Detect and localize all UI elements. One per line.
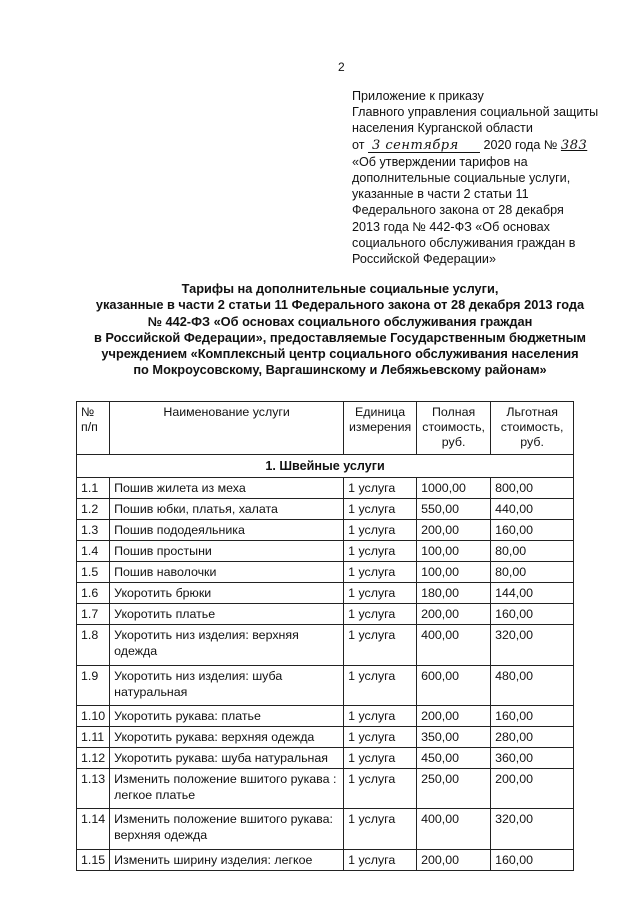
cell-unit: 1 услуга [344, 478, 417, 499]
cell-name: Изменить ширину изделия: легкое [110, 850, 344, 871]
cell-discount: 80,00 [491, 562, 574, 583]
handwritten-order-number: 383 [560, 137, 588, 153]
cell-name: Укоротить рукава: верхняя одежда [110, 727, 344, 748]
appendix-line: Главного управления социальной защиты [352, 105, 599, 120]
document-title [60, 281, 620, 379]
cell-unit: 1 услуга [344, 541, 417, 562]
table-row [77, 520, 574, 541]
date-suffix: 2020 года № [483, 137, 558, 152]
header-text: Наименование услуги [163, 405, 290, 419]
cell-num: 1.8 [77, 625, 110, 666]
cell-name: Укоротить брюки [110, 583, 344, 604]
header-text: п/п [81, 420, 98, 434]
header-text: Полная [432, 405, 476, 419]
cell-name-line: Укоротить низ изделия: шуба [114, 669, 283, 683]
header-text: стоимость, [422, 420, 485, 434]
cell-discount: 160,00 [491, 706, 574, 727]
cell-name-line: Изменить положение вшитого рукава: [114, 812, 333, 826]
cell-num: 1.6 [77, 583, 110, 604]
cell-unit: 1 услуга [344, 562, 417, 583]
cell-full: 180,00 [417, 583, 491, 604]
cell-name-line: натуральная [114, 685, 188, 699]
appendix-header [352, 88, 622, 267]
cell-full: 100,00 [417, 541, 491, 562]
cell-unit: 1 услуга [344, 666, 417, 706]
cell-discount: 280,00 [491, 727, 574, 748]
cell-discount: 200,00 [491, 769, 574, 809]
tariff-table [76, 401, 574, 871]
cell-full: 100,00 [417, 562, 491, 583]
header-discount-cost [491, 402, 574, 455]
date-prefix: от [352, 137, 365, 152]
cell-discount: 160,00 [491, 604, 574, 625]
cell-full: 450,00 [417, 748, 491, 769]
cell-full: 200,00 [417, 706, 491, 727]
title-line: учреждением «Комплексный центр социального обслуживания населения [101, 346, 579, 362]
appendix-line: населения Курганской области [352, 121, 533, 136]
table-row [77, 769, 574, 809]
cell-discount: 800,00 [491, 478, 574, 499]
cell-unit: 1 услуга [344, 499, 417, 520]
cell-full: 600,00 [417, 666, 491, 706]
cell-full: 350,00 [417, 727, 491, 748]
cell-name [110, 809, 344, 850]
cell-name: Пошив наволочки [110, 562, 344, 583]
table-row [77, 478, 574, 499]
cell-name: Пошив простыни [110, 541, 344, 562]
appendix-line: Приложение к приказу [352, 89, 484, 103]
table-row [77, 850, 574, 871]
table-row [77, 748, 574, 769]
cell-num: 1.2 [77, 499, 110, 520]
cell-num: 1.14 [77, 809, 110, 850]
cell-num: 1.10 [77, 706, 110, 727]
title-line: по Мокроусовскому, Варгашинскому и Лебяжьевскому районам» [133, 362, 547, 378]
cell-discount: 480,00 [491, 666, 574, 706]
cell-name: Пошив пододеяльника [110, 520, 344, 541]
cell-name-line: верхняя одежда [114, 828, 208, 842]
table-row [77, 541, 574, 562]
cell-unit: 1 услуга [344, 727, 417, 748]
table-row [77, 625, 574, 666]
order-title-line: «Об утверждении тарифов на [352, 154, 528, 169]
header-text: № [81, 405, 95, 419]
cell-num: 1.13 [77, 769, 110, 809]
table-row [77, 583, 574, 604]
header-text: Единица [355, 405, 406, 419]
cell-name: Укоротить платье [110, 604, 344, 625]
order-title-line: указанные в части 2 статьи 11 [352, 187, 529, 202]
cell-discount: 440,00 [491, 499, 574, 520]
order-title-line: социального обслуживания граждан в [352, 235, 576, 250]
cell-unit: 1 услуга [344, 625, 417, 666]
page-number: 2 [338, 60, 345, 74]
cell-name-line: Укоротить низ изделия: верхняя [114, 628, 299, 642]
cell-discount: 80,00 [491, 541, 574, 562]
cell-name-line: одежда [114, 644, 158, 658]
header-num [77, 402, 110, 455]
cell-num: 1.3 [77, 520, 110, 541]
cell-full: 200,00 [417, 520, 491, 541]
order-title-line: Федерального закона от 28 декабря [352, 203, 564, 218]
header-text: Льготная [506, 405, 558, 419]
header-full-cost [417, 402, 491, 455]
cell-discount: 320,00 [491, 625, 574, 666]
title-line: № 442-ФЗ «Об основах социального обслуживания граждан [147, 313, 533, 329]
handwritten-date: 3 сентября [368, 139, 480, 153]
cell-discount: 320,00 [491, 809, 574, 850]
header-text: стоимость, [500, 420, 564, 434]
header-text: измерения [348, 420, 412, 434]
cell-unit: 1 услуга [344, 604, 417, 625]
order-title-line: Российской Федерации» [352, 252, 496, 267]
cell-name [110, 769, 344, 809]
cell-num: 1.7 [77, 604, 110, 625]
cell-num: 1.15 [77, 850, 110, 871]
cell-name: Укоротить рукава: шуба натуральная [110, 748, 344, 769]
order-title-line: дополнительные социальные услуги, [352, 171, 571, 186]
cell-num: 1.5 [77, 562, 110, 583]
cell-discount: 144,00 [491, 583, 574, 604]
cell-full: 200,00 [417, 604, 491, 625]
cell-full: 1000,00 [417, 478, 491, 499]
appendix-date-line [352, 137, 622, 154]
header-unit [344, 402, 417, 455]
cell-num: 1.12 [77, 748, 110, 769]
table-row [77, 809, 574, 850]
order-title-line: 2013 года № 442-ФЗ «Об основах [352, 219, 550, 234]
cell-unit: 1 услуга [344, 583, 417, 604]
cell-num: 1.11 [77, 727, 110, 748]
cell-full: 250,00 [417, 769, 491, 809]
cell-unit: 1 услуга [344, 809, 417, 850]
table-header-row [77, 402, 574, 455]
table-row [77, 562, 574, 583]
table-row [77, 727, 574, 748]
cell-name: Пошив жилета из меха [110, 478, 344, 499]
cell-full: 200,00 [417, 850, 491, 871]
cell-name [110, 666, 344, 706]
cell-num: 1.1 [77, 478, 110, 499]
section-row [77, 455, 574, 478]
cell-discount: 160,00 [491, 850, 574, 871]
header-text: руб. [520, 435, 544, 449]
cell-full: 550,00 [417, 499, 491, 520]
cell-full: 400,00 [417, 625, 491, 666]
header-name [110, 402, 344, 455]
table-row [77, 604, 574, 625]
section-title: 1. Швейные услуги [77, 455, 574, 478]
cell-unit: 1 услуга [344, 748, 417, 769]
table-row [77, 499, 574, 520]
cell-unit: 1 услуга [344, 769, 417, 809]
cell-name: Укоротить рукава: платье [110, 706, 344, 727]
cell-unit: 1 услуга [344, 706, 417, 727]
header-text: руб. [441, 435, 466, 449]
cell-discount: 160,00 [491, 520, 574, 541]
title-line: Тарифы на дополнительные социальные услуги, [181, 281, 499, 296]
title-line: в Российской Федерации», предоставляемые Государственным бюджетным [93, 329, 586, 345]
table-row [77, 666, 574, 706]
table-row [77, 706, 574, 727]
cell-name-line: легкое платье [114, 788, 196, 802]
cell-unit: 1 услуга [344, 520, 417, 541]
cell-name-line: Изменить положение вшитого рукава : [114, 772, 337, 786]
title-line: указанные в части 2 статьи 11 Федерального закона от 28 декабря 2013 года [95, 297, 585, 313]
cell-unit: 1 услуга [344, 850, 417, 871]
cell-full: 400,00 [417, 809, 491, 850]
cell-discount: 360,00 [491, 748, 574, 769]
cell-name [110, 625, 344, 666]
cell-num: 1.4 [77, 541, 110, 562]
cell-name: Пошив юбки, платья, халата [110, 499, 344, 520]
cell-num: 1.9 [77, 666, 110, 706]
